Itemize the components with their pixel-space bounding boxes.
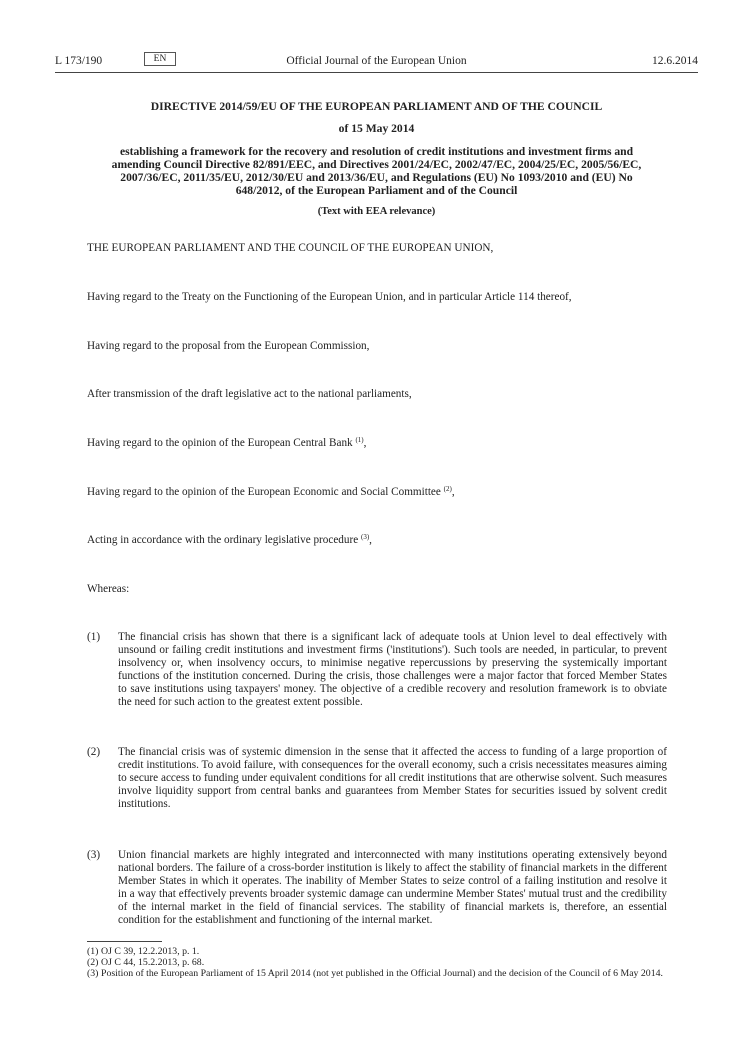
page-reference: L 173/190 bbox=[55, 55, 103, 67]
publication-date: 12.6.2014 bbox=[652, 55, 698, 67]
recital-number: (3) bbox=[87, 849, 101, 861]
recital-text: Union financial markets are highly integrated and interconnected with many institutions operating extensively beyond national borders. The failure of a cross-border institution is likely to affect the stability of financial markets in the different Member States in which it operates. The inability of Member States to seize control of a failing institution and resolve it in a way that effectively prevents broader systemic damage can undermine Member States' mutual trust and the credibility of the internal market in the field of financial services. The stability of financial markets is, therefore, an essential condition for the establishment and functioning of the internal market. bbox=[118, 849, 667, 926]
citation bbox=[87, 486, 667, 500]
citation-tail: , bbox=[363, 437, 367, 449]
footnote-text: OJ C 44, 15.2.2013, p. 68. bbox=[101, 957, 205, 968]
footnote-divider bbox=[87, 941, 162, 942]
directive-title: DIRECTIVE 2014/59/EU OF THE EUROPEAN PARLIAMENT AND OF THE COUNCIL bbox=[150, 100, 603, 113]
citation-text: Acting in accordance with the ordinary legislative procedure bbox=[87, 534, 361, 546]
directive-date: of 15 May 2014 bbox=[338, 122, 415, 135]
journal-title: Official Journal of the European Union bbox=[286, 55, 467, 67]
citation bbox=[87, 437, 667, 451]
citation-text: Having regard to the Treaty on the Functioning of the European Union, and in particular Article 114 thereof, bbox=[87, 291, 572, 303]
citation-text: Having regard to the opinion of the European Central Bank bbox=[87, 437, 356, 449]
citation bbox=[87, 388, 667, 401]
footnote-number: (2) bbox=[87, 957, 99, 968]
footnote-ref[interactable]: (2) bbox=[443, 485, 452, 493]
citation-tail: , bbox=[369, 534, 372, 546]
footnote-text: OJ C 39, 12.2.2013, p. 1. bbox=[101, 946, 200, 957]
citation bbox=[87, 291, 667, 304]
eea-relevance: (Text with EEA relevance) bbox=[317, 206, 436, 217]
journal-header bbox=[55, 55, 698, 69]
preamble-intro: THE EUROPEAN PARLIAMENT AND THE COUNCIL OF THE EUROPEAN UNION, bbox=[87, 242, 494, 254]
citation bbox=[87, 534, 667, 548]
recital-text: The financial crisis was of systemic dimension in the sense that it affected the access to funding of a large proportion of credit institutions. To avoid failure, with consequences for the overall economy, such a crisis necessitates measures aiming to secure access to funding under equivalent conditions for all credit institutions that are otherwise solvent. Such measures involve liquidity support from central banks and guarantees from Member States for securities issued by solvent credit institutions. bbox=[118, 746, 667, 810]
recital-text: The financial crisis has shown that there is a significant lack of adequate tools at Union level to deal effectively with unsound or failing credit institutions and investment firms ('institutions'). Such tools are needed, in particular, to prevent insolvency or, when insolvency occurs, to minimise negative repercussions by preserving the systemically important functions of the institution concerned. During the crisis, those challenges were a major factor that forced Member States to save institutions using taxpayers' money. The objective of a credible recovery and resolution framework is to obviate the need for such action to the greatest extent possible. bbox=[118, 631, 667, 708]
footnote-number: (3) bbox=[87, 968, 99, 979]
citation-text: Having regard to the proposal from the European Commission, bbox=[87, 340, 370, 352]
citation bbox=[87, 340, 667, 353]
directive-subject: establishing a framework for the recovery and resolution of credit institutions and investment firms and amending Council Directive 82/891/EEC, and Directives 2001/24/EC, 2002/47/EC, 2004/25/EC, 2005/56/EC, 2007/36/EC, 2011/35/EU, 2012/30/EU and 2013/36/EU, and Regulations (EU) No 1093/2010 and (EU) No 648/2012, of the European Parliament and of the Council bbox=[111, 145, 642, 197]
footnote-ref[interactable]: (3) bbox=[361, 533, 370, 541]
citation-text: After transmission of the draft legislative act to the national parliaments, bbox=[87, 388, 412, 400]
footnote-number: (1) bbox=[87, 946, 99, 957]
recital-number: (2) bbox=[87, 746, 101, 758]
language-badge: EN bbox=[144, 52, 176, 66]
recital-number: (1) bbox=[87, 631, 101, 643]
whereas-label: Whereas: bbox=[87, 583, 130, 595]
citation-text: Having regard to the opinion of the European Economic and Social Committee bbox=[87, 486, 444, 498]
footnote-text: Position of the European Parliament of 15 April 2014 (not yet published in the Official Journal) and the decision of the Council of 6 May 2014. bbox=[101, 968, 663, 979]
footnote-ref[interactable]: (1) bbox=[355, 436, 364, 444]
citation-tail: , bbox=[451, 486, 455, 498]
header-divider bbox=[55, 72, 698, 73]
